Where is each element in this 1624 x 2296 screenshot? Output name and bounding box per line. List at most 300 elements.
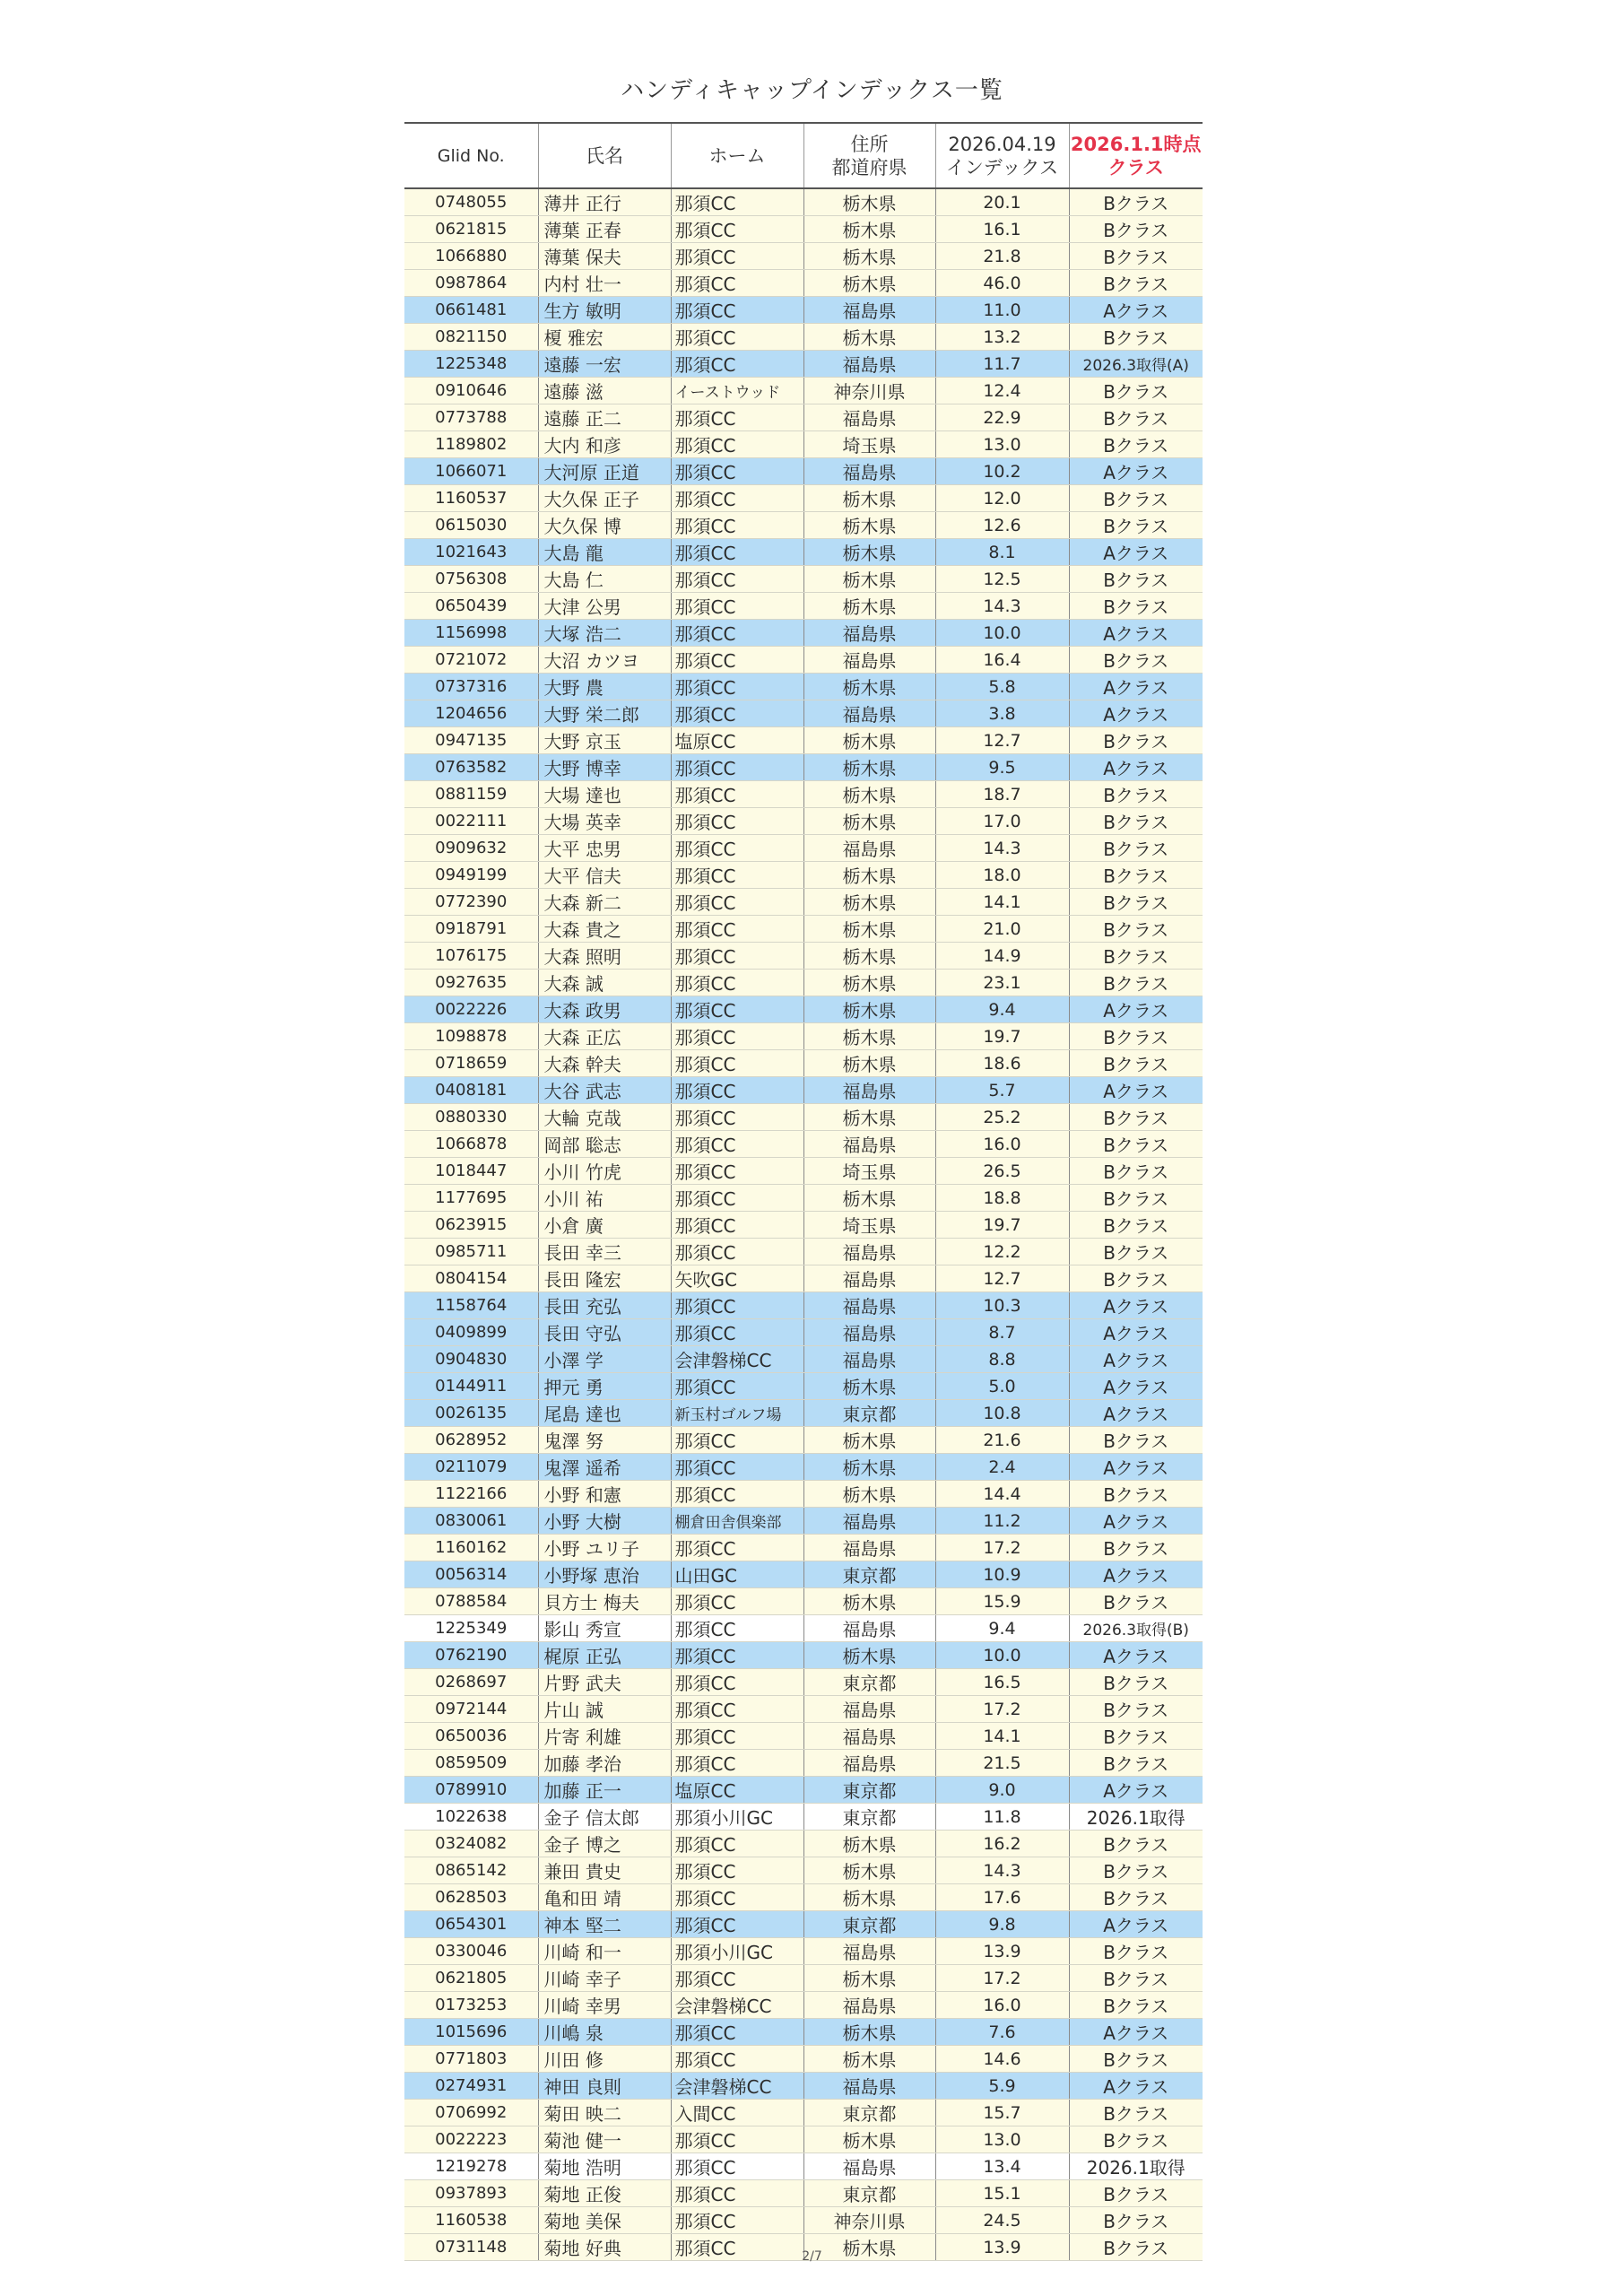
table-row xyxy=(404,1696,1203,1723)
name-cell: 菊地 好典 xyxy=(538,2234,671,2261)
class-cell: Bクラス xyxy=(1069,781,1203,808)
gid-cell: 0621815 xyxy=(404,216,538,243)
name-cell: 大野 博幸 xyxy=(538,754,671,781)
gid-cell: 1225348 xyxy=(404,351,538,378)
prefecture-cell: 栃木県 xyxy=(803,889,935,916)
home-cell: 那須CC xyxy=(671,2207,803,2234)
class-cell: Bクラス xyxy=(1069,647,1203,674)
home-cell: 那須CC xyxy=(671,351,803,378)
table-row xyxy=(404,1104,1203,1131)
class-cell: 2026.1取得 xyxy=(1069,1804,1203,1831)
index-cell: 13.0 xyxy=(935,431,1069,458)
name-cell: 川崎 幸男 xyxy=(538,1992,671,2019)
name-cell: 小澤 学 xyxy=(538,1346,671,1373)
index-cell: 13.4 xyxy=(935,2153,1069,2180)
index-cell: 7.6 xyxy=(935,2019,1069,2046)
class-cell: Bクラス xyxy=(1069,1050,1203,1077)
prefecture-cell: 栃木県 xyxy=(803,1481,935,1508)
page-number: 2/7 xyxy=(802,2249,822,2264)
home-cell: 那須小川GC xyxy=(671,1804,803,1831)
name-cell: 大森 新二 xyxy=(538,889,671,916)
prefecture-cell: 福島県 xyxy=(803,1615,935,1642)
home-cell: 那須CC xyxy=(671,2046,803,2073)
prefecture-cell: 福島県 xyxy=(803,404,935,431)
home-cell: 塩原CC xyxy=(671,727,803,754)
name-cell: 大久保 博 xyxy=(538,512,671,539)
class-cell: Bクラス xyxy=(1069,2046,1203,2073)
index-cell: 14.6 xyxy=(935,2046,1069,2073)
table-row xyxy=(404,835,1203,862)
prefecture-cell: 福島県 xyxy=(803,1750,935,1777)
home-cell: 那須CC xyxy=(671,566,803,593)
name-cell: 薄葉 正春 xyxy=(538,216,671,243)
home-cell: 那須CC xyxy=(671,1750,803,1777)
class-cell: Bクラス xyxy=(1069,1535,1203,1561)
class-cell: 2026.1取得 xyxy=(1069,2153,1203,2180)
prefecture-cell: 栃木県 xyxy=(803,1023,935,1050)
class-cell: Bクラス xyxy=(1069,431,1203,458)
prefecture-cell: 埼玉県 xyxy=(803,1158,935,1185)
class-cell: 2026.3取得(B) xyxy=(1069,1615,1203,1642)
gid-cell: 0987864 xyxy=(404,270,538,297)
index-cell: 17.2 xyxy=(935,1965,1069,1992)
class-cell: Aクラス xyxy=(1069,996,1203,1023)
prefecture-cell: 東京都 xyxy=(803,1669,935,1696)
table-row xyxy=(404,943,1203,970)
home-cell: 塩原CC xyxy=(671,1777,803,1804)
prefecture-cell: 栃木県 xyxy=(803,2126,935,2153)
name-cell: 菊田 映二 xyxy=(538,2100,671,2126)
home-cell: 那須CC xyxy=(671,781,803,808)
index-cell: 18.8 xyxy=(935,1185,1069,1212)
index-cell: 46.0 xyxy=(935,270,1069,297)
prefecture-cell: 栃木県 xyxy=(803,862,935,889)
gid-cell: 1022638 xyxy=(404,1804,538,1831)
table-row xyxy=(404,1615,1203,1642)
class-cell: Aクラス xyxy=(1069,1561,1203,1588)
table-row xyxy=(404,458,1203,485)
name-cell: 片山 誠 xyxy=(538,1696,671,1723)
table-row xyxy=(404,1831,1203,1857)
gid-cell: 0804154 xyxy=(404,1265,538,1292)
class-cell: Bクラス xyxy=(1069,1481,1203,1508)
handicap-table-container xyxy=(404,122,1203,2261)
table-row xyxy=(404,1292,1203,1319)
name-cell: 川崎 和一 xyxy=(538,1938,671,1965)
gid-cell: 0408181 xyxy=(404,1077,538,1104)
prefecture-cell: 栃木県 xyxy=(803,1185,935,1212)
table-row xyxy=(404,593,1203,620)
index-cell: 13.2 xyxy=(935,324,1069,351)
home-cell: 会津磐梯CC xyxy=(671,1992,803,2019)
name-cell: 遠藤 正二 xyxy=(538,404,671,431)
table-row xyxy=(404,404,1203,431)
home-cell: 那須CC xyxy=(671,1588,803,1615)
home-cell: 新玉村ゴルフ場 xyxy=(671,1400,803,1427)
home-cell: 那須CC xyxy=(671,1319,803,1346)
home-cell: 那須CC xyxy=(671,1454,803,1481)
home-cell: 那須CC xyxy=(671,1535,803,1561)
gid-cell: 0409899 xyxy=(404,1319,538,1346)
class-cell: Aクラス xyxy=(1069,1292,1203,1319)
class-cell: Aクラス xyxy=(1069,2019,1203,2046)
name-cell: 菊地 浩明 xyxy=(538,2153,671,2180)
prefecture-cell: 福島県 xyxy=(803,2153,935,2180)
gid-cell: 0650036 xyxy=(404,1723,538,1750)
index-cell: 21.8 xyxy=(935,243,1069,270)
table-row xyxy=(404,2153,1203,2180)
index-cell: 15.7 xyxy=(935,2100,1069,2126)
class-cell: Bクラス xyxy=(1069,1750,1203,1777)
index-cell: 8.7 xyxy=(935,1319,1069,1346)
class-cell: Bクラス xyxy=(1069,1669,1203,1696)
home-cell: 那須CC xyxy=(671,1023,803,1050)
class-cell: Bクラス xyxy=(1069,1884,1203,1911)
table-row xyxy=(404,2073,1203,2100)
class-cell: Bクラス xyxy=(1069,1212,1203,1239)
name-cell: 小倉 廣 xyxy=(538,1212,671,1239)
gid-cell: 0909632 xyxy=(404,835,538,862)
index-cell: 21.5 xyxy=(935,1750,1069,1777)
class-cell: Bクラス xyxy=(1069,1857,1203,1884)
table-row xyxy=(404,754,1203,781)
class-cell: Aクラス xyxy=(1069,1319,1203,1346)
home-cell: 那須CC xyxy=(671,674,803,700)
index-cell: 10.9 xyxy=(935,1561,1069,1588)
prefecture-cell: 栃木県 xyxy=(803,188,935,216)
prefecture-cell: 東京都 xyxy=(803,1400,935,1427)
gid-cell: 0737316 xyxy=(404,674,538,700)
name-cell: 加藤 正一 xyxy=(538,1777,671,1804)
prefecture-cell: 栃木県 xyxy=(803,1857,935,1884)
table-row xyxy=(404,1454,1203,1481)
home-cell: 矢吹GC xyxy=(671,1265,803,1292)
home-cell: 会津磐梯CC xyxy=(671,2073,803,2100)
home-cell: 棚倉田舎倶楽部 xyxy=(671,1508,803,1535)
prefecture-cell: 福島県 xyxy=(803,1265,935,1292)
name-cell: 大森 正広 xyxy=(538,1023,671,1050)
table-row xyxy=(404,431,1203,458)
index-cell: 21.0 xyxy=(935,916,1069,943)
prefecture-cell: 栃木県 xyxy=(803,1588,935,1615)
prefecture-cell: 福島県 xyxy=(803,1319,935,1346)
index-cell: 17.2 xyxy=(935,1696,1069,1723)
name-cell: 大谷 武志 xyxy=(538,1077,671,1104)
index-cell: 12.7 xyxy=(935,727,1069,754)
index-cell: 9.5 xyxy=(935,754,1069,781)
name-cell: 薄井 正行 xyxy=(538,188,671,216)
name-cell: 遠藤 一宏 xyxy=(538,351,671,378)
name-cell: 片寄 利雄 xyxy=(538,1723,671,1750)
class-cell: Bクラス xyxy=(1069,1185,1203,1212)
name-cell: 貝方士 梅夫 xyxy=(538,1588,671,1615)
name-cell: 大森 政男 xyxy=(538,996,671,1023)
index-cell: 16.0 xyxy=(935,1131,1069,1158)
gid-cell: 0330046 xyxy=(404,1938,538,1965)
prefecture-cell: 福島県 xyxy=(803,1535,935,1561)
home-cell: 那須CC xyxy=(671,270,803,297)
index-cell: 17.6 xyxy=(935,1884,1069,1911)
table-row xyxy=(404,1777,1203,1804)
gid-cell: 1076175 xyxy=(404,943,538,970)
home-cell: 那須CC xyxy=(671,808,803,835)
index-cell: 20.1 xyxy=(935,188,1069,216)
name-cell: 尾島 達也 xyxy=(538,1400,671,1427)
gid-cell: 1156998 xyxy=(404,620,538,647)
index-cell: 17.2 xyxy=(935,1535,1069,1561)
name-cell: 小野 ユリ子 xyxy=(538,1535,671,1561)
index-cell: 5.7 xyxy=(935,1077,1069,1104)
gid-cell: 0763582 xyxy=(404,754,538,781)
index-cell: 3.8 xyxy=(935,700,1069,727)
home-cell: 那須CC xyxy=(671,297,803,324)
prefecture-cell: 東京都 xyxy=(803,1561,935,1588)
table-row xyxy=(404,1857,1203,1884)
table-row xyxy=(404,243,1203,270)
name-cell: 影山 秀宣 xyxy=(538,1615,671,1642)
prefecture-cell: 栃木県 xyxy=(803,1050,935,1077)
prefecture-cell: 栃木県 xyxy=(803,566,935,593)
class-cell: Aクラス xyxy=(1069,1454,1203,1481)
table-row xyxy=(404,1050,1203,1077)
table-row xyxy=(404,2019,1203,2046)
gid-cell: 1177695 xyxy=(404,1185,538,1212)
table-row xyxy=(404,270,1203,297)
prefecture-cell: 栃木県 xyxy=(803,781,935,808)
table-row xyxy=(404,1884,1203,1911)
home-cell: 那須CC xyxy=(671,754,803,781)
gid-cell: 0762190 xyxy=(404,1642,538,1669)
index-cell: 12.2 xyxy=(935,1239,1069,1265)
home-cell: 那須CC xyxy=(671,996,803,1023)
prefecture-cell: 栃木県 xyxy=(803,943,935,970)
index-cell: 12.5 xyxy=(935,566,1069,593)
class-cell: Bクラス xyxy=(1069,378,1203,404)
class-cell: Bクラス xyxy=(1069,727,1203,754)
gid-cell: 1189802 xyxy=(404,431,538,458)
index-cell: 22.9 xyxy=(935,404,1069,431)
class-cell: Bクラス xyxy=(1069,1158,1203,1185)
gid-cell: 0748055 xyxy=(404,188,538,216)
class-cell: Bクラス xyxy=(1069,1023,1203,1050)
home-cell: 那須CC xyxy=(671,485,803,512)
prefecture-cell: 福島県 xyxy=(803,620,935,647)
gid-cell: 1015696 xyxy=(404,2019,538,2046)
home-cell: 那須CC xyxy=(671,1911,803,1938)
gid-cell: 0771803 xyxy=(404,2046,538,2073)
table-row xyxy=(404,1185,1203,1212)
gid-cell: 0654301 xyxy=(404,1911,538,1938)
prefecture-cell: 栃木県 xyxy=(803,324,935,351)
prefecture-cell: 栃木県 xyxy=(803,996,935,1023)
table-row xyxy=(404,216,1203,243)
table-row xyxy=(404,700,1203,727)
index-cell: 14.1 xyxy=(935,889,1069,916)
class-cell: Bクラス xyxy=(1069,1104,1203,1131)
gid-cell: 0910646 xyxy=(404,378,538,404)
name-cell: 大久保 正子 xyxy=(538,485,671,512)
index-cell: 8.8 xyxy=(935,1346,1069,1373)
table-row xyxy=(404,1077,1203,1104)
table-row xyxy=(404,1642,1203,1669)
home-cell: 那須CC xyxy=(671,1373,803,1400)
gid-cell: 1225349 xyxy=(404,1615,538,1642)
name-cell: 小野塚 恵治 xyxy=(538,1561,671,1588)
class-cell: Bクラス xyxy=(1069,566,1203,593)
gid-cell: 0830061 xyxy=(404,1508,538,1535)
name-cell: 遠藤 滋 xyxy=(538,378,671,404)
table-row xyxy=(404,620,1203,647)
index-cell: 13.9 xyxy=(935,1938,1069,1965)
gid-cell: 0918791 xyxy=(404,916,538,943)
name-cell: 大野 京玉 xyxy=(538,727,671,754)
table-row xyxy=(404,1938,1203,1965)
class-cell: Aクラス xyxy=(1069,1777,1203,1804)
home-cell: 那須CC xyxy=(671,943,803,970)
prefecture-cell: 福島県 xyxy=(803,1723,935,1750)
gid-cell: 0211079 xyxy=(404,1454,538,1481)
home-cell: 那須CC xyxy=(671,324,803,351)
class-cell: Aクラス xyxy=(1069,458,1203,485)
index-cell: 14.4 xyxy=(935,1481,1069,1508)
name-cell: 川田 修 xyxy=(538,2046,671,2073)
header-index-line2: インデックス xyxy=(945,156,1059,178)
home-cell: 那須CC xyxy=(671,1077,803,1104)
class-cell: Bクラス xyxy=(1069,835,1203,862)
index-cell: 16.5 xyxy=(935,1669,1069,1696)
index-cell: 9.4 xyxy=(935,996,1069,1023)
index-cell: 11.2 xyxy=(935,1508,1069,1535)
table-row xyxy=(404,1535,1203,1561)
prefecture-cell: 福島県 xyxy=(803,1346,935,1373)
name-cell: 小川 竹虎 xyxy=(538,1158,671,1185)
name-cell: 長田 守弘 xyxy=(538,1319,671,1346)
table-row xyxy=(404,970,1203,996)
prefecture-cell: 栃木県 xyxy=(803,243,935,270)
home-cell: 那須CC xyxy=(671,1696,803,1723)
prefecture-cell: 福島県 xyxy=(803,2073,935,2100)
table-row xyxy=(404,781,1203,808)
prefecture-cell: 栃木県 xyxy=(803,1454,935,1481)
class-cell: Bクラス xyxy=(1069,889,1203,916)
index-cell: 18.6 xyxy=(935,1050,1069,1077)
class-cell: Bクラス xyxy=(1069,1696,1203,1723)
name-cell: 大場 達也 xyxy=(538,781,671,808)
home-cell: 那須CC xyxy=(671,2126,803,2153)
home-cell: 那須CC xyxy=(671,431,803,458)
prefecture-cell: 栃木県 xyxy=(803,1884,935,1911)
index-cell: 9.4 xyxy=(935,1615,1069,1642)
gid-cell: 0985711 xyxy=(404,1239,538,1265)
home-cell: 那須CC xyxy=(671,512,803,539)
name-cell: 大津 公男 xyxy=(538,593,671,620)
header-home: ホーム xyxy=(671,123,803,188)
home-cell: 那須CC xyxy=(671,1642,803,1669)
index-cell: 2.4 xyxy=(935,1454,1069,1481)
name-cell: 菊地 正俊 xyxy=(538,2180,671,2207)
prefecture-cell: 栃木県 xyxy=(803,539,935,566)
class-cell: Bクラス xyxy=(1069,1265,1203,1292)
prefecture-cell: 福島県 xyxy=(803,1696,935,1723)
index-cell: 11.7 xyxy=(935,351,1069,378)
class-cell: Bクラス xyxy=(1069,1723,1203,1750)
index-cell: 16.4 xyxy=(935,647,1069,674)
prefecture-cell: 栃木県 xyxy=(803,754,935,781)
class-cell: Aクラス xyxy=(1069,620,1203,647)
class-cell: Bクラス xyxy=(1069,2207,1203,2234)
class-cell: Bクラス xyxy=(1069,808,1203,835)
name-cell: 金子 博之 xyxy=(538,1831,671,1857)
gid-cell: 0881159 xyxy=(404,781,538,808)
home-cell: 那須CC xyxy=(671,1104,803,1131)
table-row xyxy=(404,1723,1203,1750)
home-cell: 那須CC xyxy=(671,1481,803,1508)
gid-cell: 0972144 xyxy=(404,1696,538,1723)
name-cell: 長田 充弘 xyxy=(538,1292,671,1319)
prefecture-cell: 神奈川県 xyxy=(803,2207,935,2234)
class-cell: Aクラス xyxy=(1069,1642,1203,1669)
home-cell: 那須CC xyxy=(671,1185,803,1212)
table-row xyxy=(404,2207,1203,2234)
home-cell: 那須CC xyxy=(671,243,803,270)
class-cell: Aクラス xyxy=(1069,1077,1203,1104)
gid-cell: 1204656 xyxy=(404,700,538,727)
index-cell: 23.1 xyxy=(935,970,1069,996)
index-cell: 10.0 xyxy=(935,620,1069,647)
gid-cell: 0937893 xyxy=(404,2180,538,2207)
class-cell: Bクラス xyxy=(1069,324,1203,351)
index-cell: 25.2 xyxy=(935,1104,1069,1131)
name-cell: 亀和田 靖 xyxy=(538,1884,671,1911)
name-cell: 榎 雅宏 xyxy=(538,324,671,351)
prefecture-cell: 栃木県 xyxy=(803,1104,935,1131)
name-cell: 鬼澤 遥希 xyxy=(538,1454,671,1481)
prefecture-cell: 埼玉県 xyxy=(803,1212,935,1239)
gid-cell: 0621805 xyxy=(404,1965,538,1992)
index-cell: 14.1 xyxy=(935,1723,1069,1750)
gid-cell: 0947135 xyxy=(404,727,538,754)
class-cell: Bクラス xyxy=(1069,1239,1203,1265)
table-row xyxy=(404,1911,1203,1938)
class-cell: Bクラス xyxy=(1069,1992,1203,2019)
class-cell: Bクラス xyxy=(1069,243,1203,270)
name-cell: 大島 龍 xyxy=(538,539,671,566)
prefecture-cell: 東京都 xyxy=(803,1804,935,1831)
name-cell: 大平 信夫 xyxy=(538,862,671,889)
name-cell: 大森 照明 xyxy=(538,943,671,970)
table-row xyxy=(404,1158,1203,1185)
class-cell: Bクラス xyxy=(1069,270,1203,297)
gid-cell: 0173253 xyxy=(404,1992,538,2019)
header-class xyxy=(1069,123,1203,188)
page-title: ハンディキャップインデックス一覧 xyxy=(621,77,1003,104)
header-index-line1: 2026.04.19 xyxy=(948,133,1056,155)
table-row xyxy=(404,1508,1203,1535)
table-row xyxy=(404,1561,1203,1588)
index-cell: 15.1 xyxy=(935,2180,1069,2207)
class-cell: Bクラス xyxy=(1069,1965,1203,1992)
table-row xyxy=(404,351,1203,378)
name-cell: 大島 仁 xyxy=(538,566,671,593)
home-cell: 会津磐梯CC xyxy=(671,1346,803,1373)
gid-cell: 0022226 xyxy=(404,996,538,1023)
prefecture-cell: 福島県 xyxy=(803,700,935,727)
index-cell: 17.0 xyxy=(935,808,1069,835)
gid-cell: 1160162 xyxy=(404,1535,538,1561)
home-cell: 那須CC xyxy=(671,2153,803,2180)
prefecture-cell: 栃木県 xyxy=(803,2019,935,2046)
class-cell: Bクラス xyxy=(1069,970,1203,996)
